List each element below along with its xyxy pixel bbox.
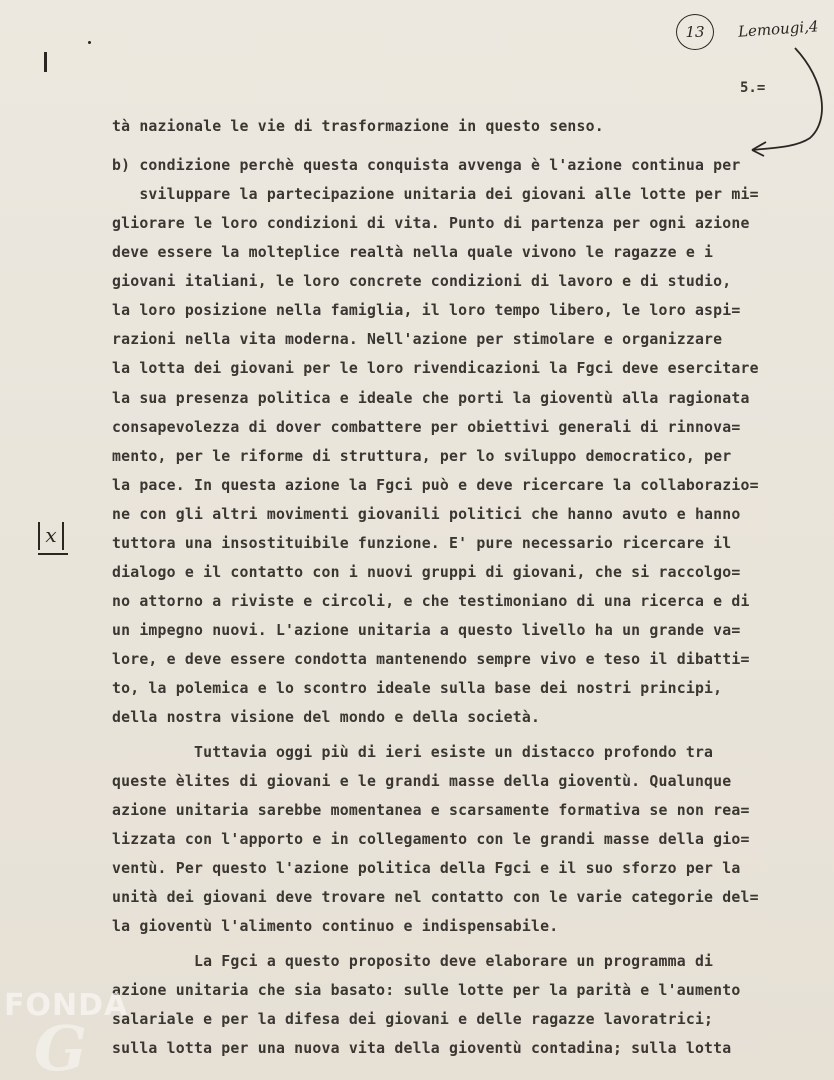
text-line: la sua presenza politica e ideale che porti la gioventù alla ragionata [112, 390, 750, 407]
margin-mark-underline [38, 553, 68, 555]
text-line: della nostra visione del mondo e della società. [112, 709, 541, 726]
text-line: Tuttavia oggi più di ieri esiste un distacco profondo tra [112, 744, 714, 761]
text-line: no attorno a riviste e circoli, e che testimoniano di una ricerca e di [112, 593, 750, 610]
page-number: 5.= [740, 80, 766, 96]
text-line: deve essere la molteplice realtà nella quale vivono le ragazze e i [112, 244, 714, 261]
text-line: mento, per le riforme di struttura, per lo sviluppo democratico, per [112, 448, 732, 465]
archive-watermark: FONDA [4, 988, 129, 1023]
text-line: salariale e per la difesa dei giovani e delle ragazze lavoratrici; [112, 1011, 714, 1028]
text-line: sulla lotta per una nuova vita della gioventù contadina; sulla lotta [112, 1040, 732, 1057]
text-line: sviluppare la partecipazione unitaria dei giovani alle lotte per mi= [112, 186, 759, 203]
text-line: la pace. In questa azione la Fgci può e deve ricercare la collaborazio= [112, 477, 759, 494]
margin-mark [36, 520, 66, 550]
text-line: lore, e deve essere condotta mantenendo sempre vivo e teso il dibatti= [112, 651, 750, 668]
text-line: azione unitaria sarebbe momentanea e scarsamente formativa se non rea= [112, 802, 750, 819]
text-line: to, la polemica e lo scontro ideale sulla base dei nostri principi, [112, 680, 723, 697]
text-line: razioni nella vita moderna. Nell'azione per stimolare e organizzare [112, 331, 723, 348]
archive-number: 13 [685, 23, 705, 41]
margin-mark-letter: x [45, 523, 57, 547]
text-line: queste èlites di giovani e le grandi masse della gioventù. Qualunque [112, 773, 732, 790]
text-line: la gioventù l'alimento continuo e indispensabile. [112, 918, 559, 935]
text-line: La Fgci a questo proposito deve elaborare un programma di [112, 953, 714, 970]
margin-dot [88, 41, 91, 44]
text-line: azione unitaria che sia basato: sulle lotte per la parità e l'aumento [112, 982, 741, 999]
annotation-arrow-icon [740, 40, 830, 160]
archive-number-circled [676, 14, 714, 50]
text-line: b) condizione perchè questa conquista avvenga è l'azione continua per [112, 157, 741, 174]
text-line: gliorare le loro condizioni di vita. Punto di partenza per ogni azione [112, 215, 750, 232]
text-line: dialogo e il contatto con i nuovi gruppi di giovani, che si raccolgo= [112, 564, 741, 581]
text-line: ne con gli altri movimenti giovanili politici che hanno avuto e hanno [112, 506, 741, 523]
text-line: lizzata con l'apporto e in collegamento con le grandi masse della gio= [112, 831, 750, 848]
text-line: tà nazionale le vie di trasformazione in questo senso. [112, 118, 604, 135]
text-line: tuttora una insostituibile funzione. E' pure necessario ricercare il [112, 535, 732, 552]
author-note: Lemougi,4 [737, 17, 819, 41]
text-line: unità dei giovani deve trovare nel contatto con le varie categorie del= [112, 889, 759, 906]
margin-stroke [44, 52, 47, 72]
text-line: ventù. Per questo l'azione politica della Fgci e il suo sforzo per la [112, 860, 741, 877]
text-line: la loro posizione nella famiglia, il loro tempo libero, le loro aspi= [112, 302, 741, 319]
text-line: un impegno nuovi. L'azione unitaria a questo livello ha un grande va= [112, 622, 741, 639]
watermark-logo-letter: G [34, 1012, 87, 1080]
text-line: la lotta dei giovani per le loro rivendicazioni la Fgci deve esercitare [112, 360, 759, 377]
text-line: giovani italiani, le loro concrete condizioni di lavoro e di studio, [112, 273, 732, 290]
text-line: consapevolezza di dover combattere per obiettivi generali di rinnova= [112, 419, 741, 436]
